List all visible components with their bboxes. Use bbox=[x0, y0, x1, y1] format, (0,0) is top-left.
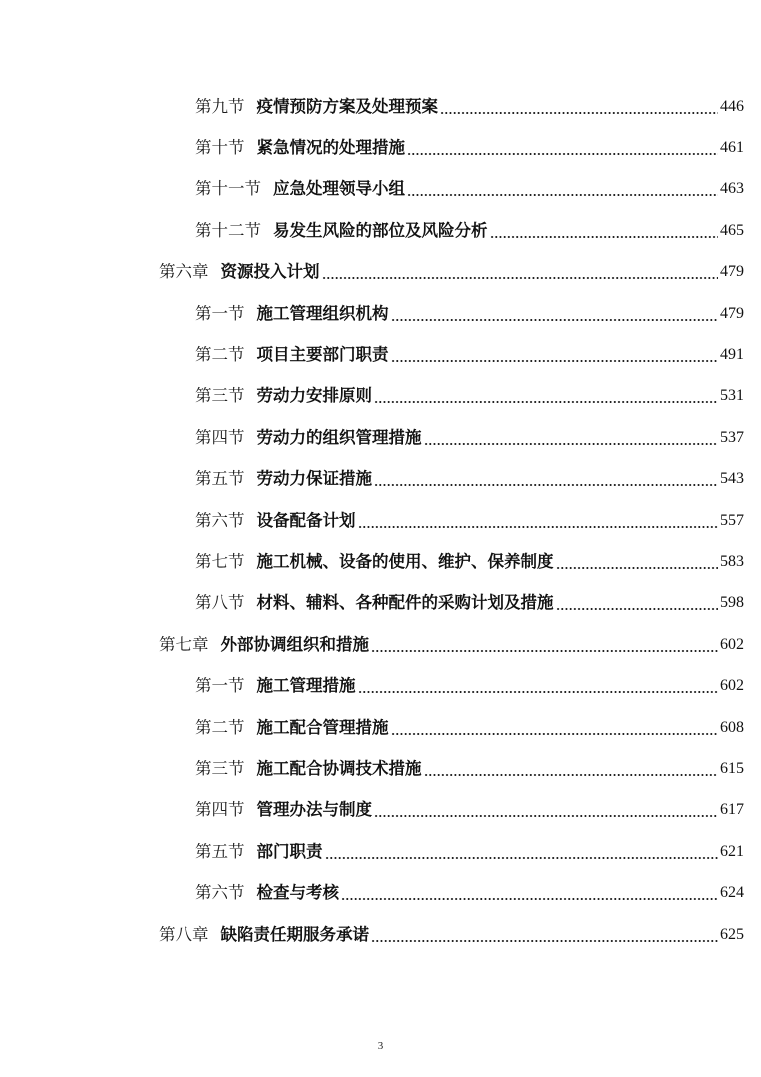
toc-entry-title: 外部协调组织和措施 bbox=[220, 634, 369, 654]
toc-entry-number: 第十二节 bbox=[195, 220, 261, 240]
toc-entry-title: 劳动力安排原则 bbox=[256, 386, 372, 406]
toc-entry-page: 463 bbox=[720, 180, 744, 198]
toc-section-row[interactable] bbox=[0, 86, 744, 127]
toc-entry-title: 劳动力的组织管理措施 bbox=[256, 427, 422, 447]
toc-entry-page: 446 bbox=[720, 97, 744, 115]
table-of-contents bbox=[0, 86, 761, 955]
toc-section-row[interactable] bbox=[0, 127, 744, 168]
toc-dot-leader bbox=[391, 732, 719, 736]
toc-section-row[interactable] bbox=[0, 334, 744, 375]
toc-entry-number: 第六章 bbox=[159, 262, 209, 282]
toc-entry-page: 625 bbox=[720, 925, 744, 943]
toc-dot-leader bbox=[391, 318, 719, 322]
toc-entry-page: 598 bbox=[720, 594, 744, 612]
toc-entry-page: 621 bbox=[720, 842, 744, 860]
toc-dot-leader bbox=[371, 649, 718, 653]
toc-entry-number: 第二节 bbox=[195, 345, 245, 365]
toc-dot-leader bbox=[490, 235, 719, 239]
toc-entry-title: 项目主要部门职责 bbox=[256, 345, 389, 365]
toc-chapter-row[interactable] bbox=[0, 252, 744, 293]
toc-entry-number: 第二节 bbox=[195, 717, 245, 737]
toc-section-row[interactable] bbox=[0, 417, 744, 458]
toc-entry-page: 543 bbox=[720, 470, 744, 488]
toc-dot-leader bbox=[556, 566, 719, 570]
toc-entry-title: 疫情预防方案及处理预案 bbox=[256, 96, 438, 116]
toc-entry-title: 设备配备计划 bbox=[256, 510, 356, 530]
toc-section-row[interactable] bbox=[0, 376, 744, 417]
toc-entry-page: 602 bbox=[720, 635, 744, 653]
toc-section-row[interactable] bbox=[0, 293, 744, 334]
toc-entry-page: 557 bbox=[720, 511, 744, 529]
toc-dot-leader bbox=[374, 400, 718, 404]
toc-entry-title: 紧急情况的处理措施 bbox=[256, 138, 405, 158]
toc-dot-leader bbox=[407, 193, 718, 197]
toc-entry-number: 第四节 bbox=[195, 427, 245, 447]
toc-entry-number: 第五节 bbox=[195, 841, 245, 861]
toc-entry-page: 531 bbox=[720, 387, 744, 405]
toc-entry-number: 第六节 bbox=[195, 510, 245, 530]
toc-entry-number: 第六节 bbox=[195, 883, 245, 903]
toc-entry-page: 465 bbox=[720, 221, 744, 239]
toc-section-row[interactable] bbox=[0, 169, 744, 210]
toc-entry-page: 479 bbox=[720, 263, 744, 281]
toc-entry-title: 施工配合协调技术措施 bbox=[256, 758, 422, 778]
toc-entry-number: 第一节 bbox=[195, 303, 245, 323]
toc-dot-leader bbox=[322, 276, 719, 280]
page-number: 3 bbox=[377, 1040, 384, 1052]
toc-entry-title: 施工机械、设备的使用、维护、保养制度 bbox=[256, 551, 554, 571]
toc-entry-title: 资源投入计划 bbox=[220, 262, 320, 282]
toc-dot-leader bbox=[424, 442, 719, 446]
toc-entry-number: 第九节 bbox=[195, 96, 245, 116]
toc-entry-page: 608 bbox=[720, 718, 744, 736]
toc-section-row[interactable] bbox=[0, 748, 744, 789]
toc-section-row[interactable] bbox=[0, 665, 744, 706]
toc-entry-title: 管理办法与制度 bbox=[256, 800, 372, 820]
toc-dot-leader bbox=[374, 483, 718, 487]
toc-entry-title: 施工管理组织机构 bbox=[256, 303, 389, 323]
toc-section-row[interactable] bbox=[0, 583, 744, 624]
toc-dot-leader bbox=[440, 111, 718, 115]
toc-entry-title: 缺陷责任期服务承诺 bbox=[220, 924, 369, 944]
toc-entry-page: 583 bbox=[720, 552, 744, 570]
toc-entry-number: 第十一节 bbox=[195, 179, 261, 199]
toc-dot-leader bbox=[407, 152, 718, 156]
toc-entry-number: 第七节 bbox=[195, 551, 245, 571]
toc-chapter-row[interactable] bbox=[0, 914, 744, 955]
toc-entry-number: 第八节 bbox=[195, 593, 245, 613]
toc-dot-leader bbox=[391, 359, 719, 363]
toc-section-row[interactable] bbox=[0, 541, 744, 582]
toc-entry-title: 施工配合管理措施 bbox=[256, 717, 389, 737]
toc-chapter-row[interactable] bbox=[0, 624, 744, 665]
toc-dot-leader bbox=[374, 814, 718, 818]
toc-dot-leader bbox=[424, 773, 719, 777]
toc-entry-number: 第四节 bbox=[195, 800, 245, 820]
toc-section-row[interactable] bbox=[0, 790, 744, 831]
toc-entry-title: 材料、辅料、各种配件的采购计划及措施 bbox=[256, 593, 554, 613]
toc-section-row[interactable] bbox=[0, 459, 744, 500]
toc-entry-page: 615 bbox=[720, 759, 744, 777]
toc-entry-page: 617 bbox=[720, 801, 744, 819]
toc-entry-page: 624 bbox=[720, 884, 744, 902]
toc-dot-leader bbox=[358, 690, 719, 694]
toc-entry-number: 第三节 bbox=[195, 758, 245, 778]
toc-section-row[interactable] bbox=[0, 707, 744, 748]
toc-entry-number: 第八章 bbox=[159, 924, 209, 944]
toc-dot-leader bbox=[371, 939, 718, 943]
toc-entry-title: 应急处理领导小组 bbox=[273, 179, 405, 199]
toc-dot-leader bbox=[341, 897, 718, 901]
toc-entry-page: 602 bbox=[720, 677, 744, 695]
toc-entry-number: 第十节 bbox=[195, 138, 245, 158]
toc-entry-number: 第五节 bbox=[195, 469, 245, 489]
toc-entry-number: 第三节 bbox=[195, 386, 245, 406]
toc-section-row[interactable] bbox=[0, 210, 744, 251]
toc-entry-page: 491 bbox=[720, 346, 744, 364]
toc-entry-title: 易发生风险的部位及风险分析 bbox=[273, 220, 488, 240]
toc-entry-page: 461 bbox=[720, 139, 744, 157]
toc-section-row[interactable] bbox=[0, 831, 744, 872]
toc-entry-number: 第七章 bbox=[159, 634, 209, 654]
toc-dot-leader bbox=[556, 607, 719, 611]
toc-section-row[interactable] bbox=[0, 872, 744, 913]
toc-entry-page: 537 bbox=[720, 428, 744, 446]
toc-dot-leader bbox=[325, 856, 719, 860]
toc-entry-number: 第一节 bbox=[195, 676, 245, 696]
toc-section-row[interactable] bbox=[0, 500, 744, 541]
toc-entry-title: 施工管理措施 bbox=[256, 676, 356, 696]
toc-entry-title: 检查与考核 bbox=[256, 883, 339, 903]
toc-entry-title: 部门职责 bbox=[256, 841, 323, 861]
toc-dot-leader bbox=[358, 525, 719, 529]
toc-entry-title: 劳动力保证措施 bbox=[256, 469, 372, 489]
toc-entry-page: 479 bbox=[720, 304, 744, 322]
